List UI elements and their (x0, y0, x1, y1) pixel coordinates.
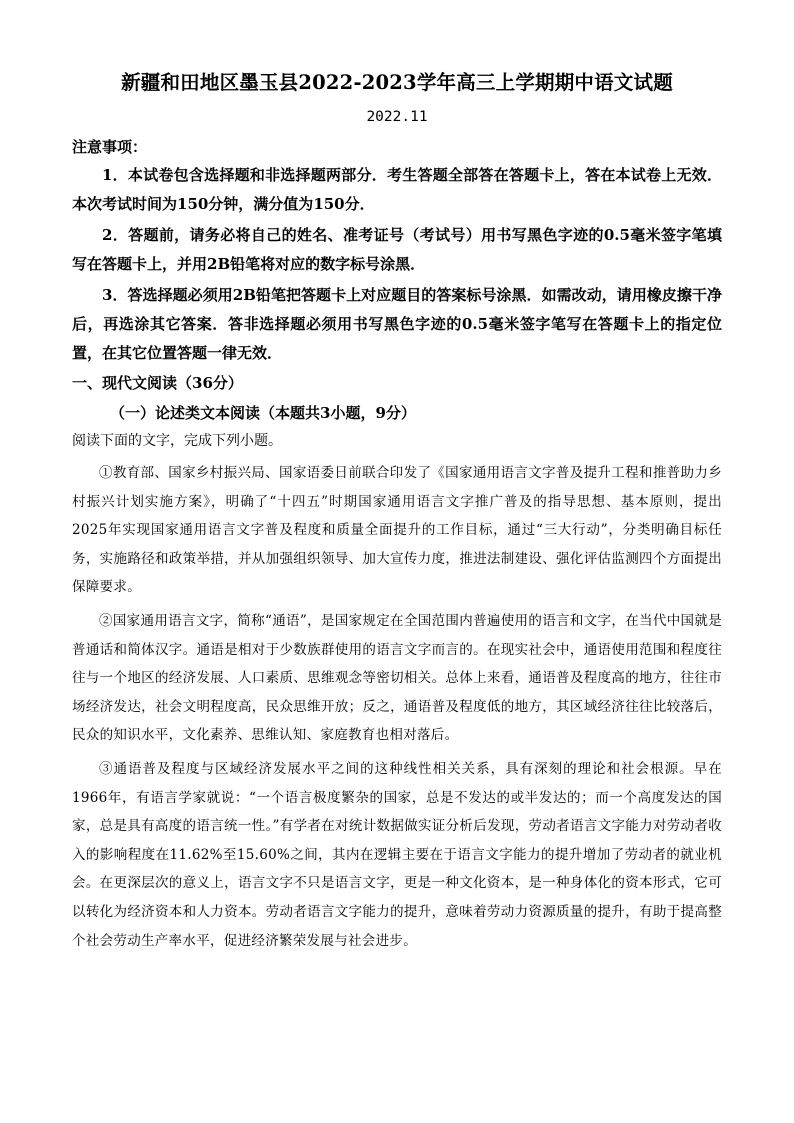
passage-paragraph-1: ①教育部、国家乡村振兴局、国家语委日前联合印发了《国家通用语言文字普及提升工程和推普助力乡村振兴计划实施方案》，明确了“十四五”时期国家通用语言文字推广普及的指导思想、基本原则，提出2025年实现国家通用语言文字普及程度和质量全面提升的工作目标，通过“三大行动”，分类明确目标任务，实施路径和政策举措，并从加强组织领导、加大宣传力度，推进法制建设、强化评估监测四个方面提出保障要求。 (72, 465, 722, 596)
section-heading: 一、现代文阅读（36分） (72, 374, 243, 392)
notice-item-1: 1．本试卷包含选择题和非选择题两部分．考生答题全部答在答题卡上，答在本试卷上无效．本次考试时间为150分钟，满分值为150分． (72, 166, 722, 213)
subsection-heading: （一）论述类文本阅读（本题共3小题，9分） (110, 404, 416, 422)
notice-heading: 注意事项： (72, 138, 148, 156)
exam-title: 新疆和田地区墨玉县2022-2023学年高三上学期期中语文试题 (121, 71, 673, 94)
passage-paragraph-3: ③通语普及程度与区域经济发展水平之间的这种线性相关关系，具有深刻的理论和社会根源。早在1966年，有语言学家就说：“一个语言极度繁杂的国家，总是不发达的或半发达的；而一个高度发达的国家，总是具有高度的语言统一性。”有学者在对统计数据做实证分析后发现，劳动者语言文字能力对劳动者收入的影响程度在11.62%至15.60%之间，其内在逻辑主要在于语言文字能力的提升增加了劳动者的就业机会。在更深层次的意义上，语言文字不只是语言文字，更是一种文化资本，是一种身体化的资本形式，它可以转化为经济资本和人力资本。劳动者语言文字能力的提升，意味着劳动力资源质量的提升，有助于提高整个社会劳动生产率水平，促进经济繁荣发展与社会进步。 (72, 760, 722, 949)
reading-instruction: 阅读下面的文字，完成下列小题。 (72, 433, 282, 449)
passage-paragraph-2: ②国家通用语言文字，简称“通语”，是国家规定在全国范围内普遍使用的语言和文字，在当代中国就是普通话和简体汉字。通语是相对于少数族群使用的语言文字而言的。在现实社会中，通语使用范围和程度往往与一个地区的经济发展、人口素质、思维观念等密切相关。总体上来看，通语普及程度高的地方，往往市场经济发达，社会文明程度高，民众思维开放；反之，通语普及程度低的地方，其区域经济往往比较落后，民众的知识水平，文化素养、思维认知、家庭教育也相对落后。 (72, 612, 722, 744)
notice-item-3: 3．答选择题必须用2B铅笔把答题卡上对应题目的答案标号涂黑．如需改动，请用橡皮擦干净后，再选涂其它答案．答非选择题必须用书写黑色字迹的0.5毫米签字笔写在答题卡上的指定位置，在其它位置答题一律无效． (72, 286, 722, 362)
notice-item-2: 2．答题前，请务必将自己的姓名、准考证号（考试号）用书写黑色字迹的0.5毫米签字笔填写在答题卡上，并用2B铅笔将对应的数字标号涂黑． (72, 226, 722, 273)
exam-date: 2022.11 (366, 109, 428, 125)
